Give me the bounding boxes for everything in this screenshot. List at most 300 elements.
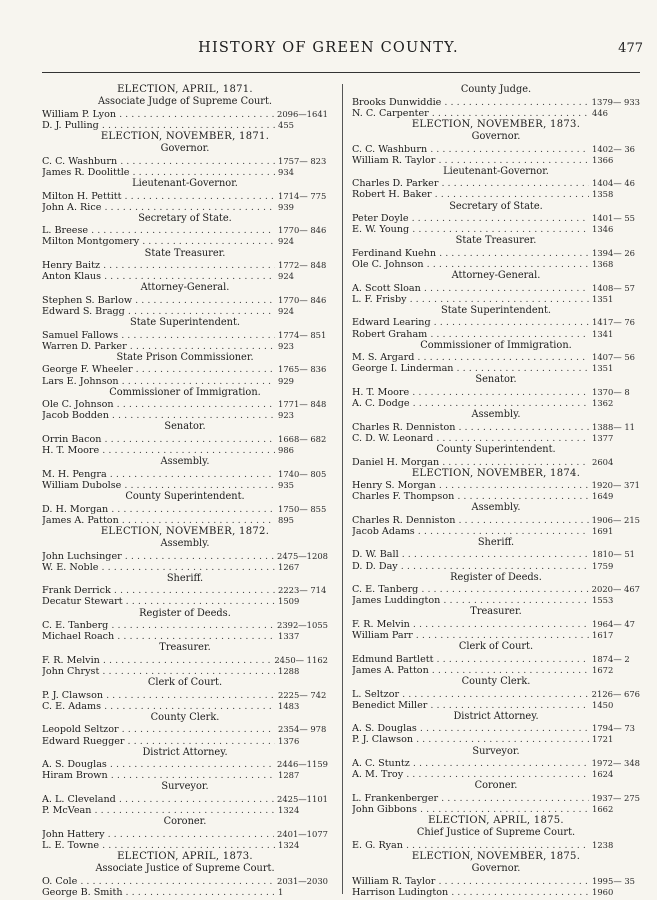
vote-count: 2450— 1162 (274, 654, 328, 665)
candidate-name: William Dubolse . . . (42, 480, 275, 491)
candidate-name: C. C. Washburn . . . (352, 144, 589, 155)
candidate-name: Brooks Dunwiddie . . . (352, 97, 589, 108)
header-rule (42, 72, 640, 73)
candidate-name: Edward Ruegger . . . (42, 736, 275, 747)
election-heading: ELECTION, NOVEMBER, 1874. (411, 467, 581, 479)
office-title: State Treasurer. (455, 235, 537, 247)
vote-count: 929 (278, 375, 294, 386)
candidate-name: A. S. Douglas . . . (352, 723, 589, 734)
candidate-row (352, 97, 640, 108)
candidate-name: Harrison Ludington . . . (352, 887, 589, 898)
candidate-name: L. Frankenberger . . . (352, 793, 589, 804)
office-title: Lieutenant-Governor. (132, 177, 238, 189)
vote-count: 1 (278, 886, 284, 897)
candidate-row (352, 213, 640, 224)
candidate-name: George I. Linderman . . . (352, 363, 589, 374)
vote-count: 1750— 855 (278, 503, 327, 514)
vote-count: 1324 (278, 805, 300, 816)
column-divider (342, 84, 343, 894)
candidate-name: E. G. Ryan . . . (352, 840, 589, 851)
office-title: Governor. (471, 863, 521, 875)
vote-count: 1370— 8 (592, 387, 630, 398)
candidate-row (352, 248, 640, 259)
candidate-name: A. C. Dodge . . . (352, 398, 589, 409)
candidate-name: Charles R. Denniston . . . (352, 515, 589, 526)
candidate-name: M. H. Pengra . . . (42, 469, 275, 480)
candidate-name: James A. Patton . . . (352, 665, 589, 676)
candidate-row (352, 700, 640, 711)
vote-count: 1765— 836 (278, 364, 327, 375)
vote-count: 2401—1077 (276, 828, 328, 839)
candidate-row (42, 666, 328, 677)
vote-count: 1509 (278, 596, 300, 607)
candidate-name: Robert H. Baker . . . (352, 189, 589, 200)
candidate-row (352, 619, 640, 630)
candidate-row (352, 665, 640, 676)
candidate-row (352, 887, 640, 898)
candidate-name: H. T. Moore . . . (42, 445, 275, 456)
candidate-row (42, 770, 328, 781)
candidate-row (352, 259, 640, 270)
office-title: District Attorney. (142, 746, 228, 758)
office-title: Register of Deeds. (139, 607, 231, 619)
candidate-row (352, 144, 640, 155)
candidate-row (42, 330, 328, 341)
candidate-name: John Hattery . . . (42, 829, 274, 840)
candidate-row (42, 829, 328, 840)
office-title: Coroner. (474, 780, 518, 792)
candidate-name: Stephen S. Barlow . . . (42, 295, 275, 306)
candidate-row (42, 620, 328, 631)
candidate-row (42, 736, 328, 747)
vote-count: 2096—1641 (276, 108, 328, 119)
candidate-name: Edmund Bartlett . . . (352, 654, 589, 665)
office-title: Secretary of State. (449, 200, 543, 212)
office-title: Chief Justice of Supreme Court. (416, 827, 576, 839)
vote-count: 1740— 805 (278, 468, 327, 479)
election-heading: ELECTION, NOVEMBER, 1872. (100, 525, 270, 537)
office-title: Sheriff. (166, 572, 204, 584)
office-title: State Treasurer. (144, 247, 226, 259)
vote-count: 1772— 848 (278, 260, 327, 271)
vote-count: 939 (278, 201, 294, 212)
vote-count: 1759 (592, 560, 614, 571)
vote-count: 1757— 823 (278, 155, 327, 166)
office-title: Surveyor. (472, 745, 520, 757)
candidate-row (42, 596, 328, 607)
vote-count: 1794— 73 (592, 723, 636, 734)
office-title: Surveyor. (161, 781, 209, 793)
candidate-row (352, 433, 640, 444)
candidate-name: Charles R. Denniston . . . (352, 422, 589, 433)
candidate-row (42, 655, 328, 666)
candidate-row (352, 224, 640, 235)
office-title: Clerk of Court. (147, 677, 223, 689)
candidate-row (42, 840, 328, 851)
candidate-row (352, 526, 640, 537)
vote-count: 1960 (592, 886, 614, 897)
office-title: Associate Judge of Supreme Court. (97, 96, 273, 108)
vote-count: 1649 (592, 490, 614, 501)
candidate-row (352, 178, 640, 189)
vote-count: 924 (278, 305, 294, 316)
office-title: Associate Justice of Supreme Court. (95, 863, 275, 875)
candidate-row (42, 469, 328, 480)
candidate-row (42, 202, 328, 213)
vote-count: 1366 (592, 154, 614, 165)
candidate-name: Milton H. Pettitt . . . (42, 191, 275, 202)
vote-count: 1672 (592, 664, 614, 675)
candidate-name: John Gibbons . . . (352, 804, 589, 815)
vote-count: 1714— 775 (278, 190, 327, 201)
vote-count: 2126— 676 (591, 688, 640, 699)
vote-count: 2604 (592, 456, 614, 467)
vote-count: 1341 (592, 328, 614, 339)
candidate-name: Jacob Bodden . . . (42, 410, 275, 421)
vote-count: 2354— 978 (278, 724, 327, 735)
vote-count: 1774— 851 (278, 329, 327, 340)
candidate-row (352, 769, 640, 780)
candidate-row (352, 283, 640, 294)
candidate-row (352, 329, 640, 340)
right-column (352, 84, 640, 898)
vote-count: 1407— 56 (592, 352, 636, 363)
candidate-name: Ole C. Johnson . . . (42, 399, 275, 410)
candidate-row (42, 341, 328, 352)
candidate-row (352, 793, 640, 804)
office-title: County Judge. (460, 84, 532, 95)
candidate-name: Edward Learing . . . (352, 317, 589, 328)
election-heading: ELECTION, APRIL, 1871. (117, 84, 253, 95)
candidate-name: Warren D. Parker . . . (42, 341, 275, 352)
office-title: Sheriff. (477, 536, 515, 548)
office-title: Secretary of State. (138, 212, 232, 224)
vote-count: 1972— 348 (591, 758, 640, 769)
candidate-name: John Chryst . . . (42, 666, 275, 677)
candidate-row (42, 504, 328, 515)
vote-count: 1417— 76 (592, 317, 636, 328)
candidate-name: D. J. Pulling . . . (42, 120, 275, 131)
office-title: Attorney-General. (140, 282, 230, 294)
candidate-name: Daniel H. Morgan . . . (352, 457, 589, 468)
candidate-row (42, 551, 328, 562)
vote-count: 895 (278, 514, 294, 525)
election-heading: ELECTION, NOVEMBER, 1871. (100, 130, 270, 142)
candidate-name: L. F. Frisby . . . (352, 294, 589, 305)
office-title: Treasurer. (470, 606, 522, 618)
candidate-name: O. Cole . . . (42, 876, 274, 887)
candidate-row (352, 758, 640, 769)
vote-count: 1346 (592, 224, 614, 235)
candidate-row (42, 376, 328, 387)
candidate-name: Lars E. Johnson . . . (42, 376, 275, 387)
election-heading: ELECTION, APRIL, 1873. (117, 850, 253, 862)
candidate-row (42, 631, 328, 642)
candidate-name: Henry Baitz . . . (42, 260, 275, 271)
vote-count: 923 (278, 410, 294, 421)
candidate-name: L. E. Towne . . . (42, 840, 275, 851)
candidate-row (42, 295, 328, 306)
office-title: Register of Deeds. (450, 571, 542, 583)
candidate-name: Samuel Fallows . . . (42, 330, 275, 341)
office-title: Lieutenant-Governor. (443, 165, 549, 177)
candidate-name: Edward S. Bragg . . . (42, 306, 275, 317)
vote-count: 2225— 742 (278, 689, 327, 700)
candidate-name: William P. Lyon . . . (42, 109, 274, 120)
vote-count: 924 (278, 271, 294, 282)
candidate-name: C. E. Adams . . . (42, 701, 275, 712)
candidate-name: P. McVean . . . (42, 805, 275, 816)
candidate-name: George B. Smith . . . (42, 887, 275, 898)
candidate-row (42, 364, 328, 375)
office-title: County Superintendent. (436, 444, 556, 455)
candidate-row (42, 805, 328, 816)
office-title: Governor. (160, 143, 210, 155)
candidate-name: Anton Klaus . . . (42, 271, 275, 282)
office-title: State Prison Commissioner. (116, 351, 254, 363)
candidate-name: William Parr . . . (352, 630, 589, 641)
candidate-name: Hiram Brown . . . (42, 770, 275, 781)
vote-count: 1721 (592, 734, 614, 745)
candidate-name: Milton Montgomery . . . (42, 236, 275, 247)
candidate-row (352, 363, 640, 374)
candidate-name: Leopold Seltzor . . . (42, 724, 275, 735)
candidate-name: Jacob Adams . . . (352, 526, 589, 537)
office-title: Commissioner of Immigration. (420, 339, 572, 351)
candidate-row (42, 410, 328, 421)
candidate-row (42, 236, 328, 247)
candidate-name: W. E. Noble . . . (42, 562, 275, 573)
vote-count: 2392—1055 (276, 620, 328, 631)
vote-count: 1770— 846 (278, 294, 327, 305)
office-title: Assembly. (160, 537, 210, 549)
vote-count: 935 (278, 479, 294, 490)
vote-count: 1267 (278, 561, 300, 572)
vote-count: 1324 (278, 839, 300, 850)
vote-count: 1668— 682 (278, 434, 327, 444)
vote-count: 2031—2030 (276, 875, 328, 886)
candidate-row (352, 584, 640, 595)
vote-count: 1483 (278, 700, 300, 711)
candidate-row (352, 549, 640, 560)
vote-count: 2020— 467 (591, 584, 640, 595)
candidate-name: Benedict Miller . . . (352, 700, 589, 711)
candidate-row (42, 876, 328, 887)
vote-count: 1770— 846 (278, 225, 327, 236)
page-title: HISTORY OF GREEN COUNTY. (198, 40, 459, 56)
candidate-row (352, 723, 640, 734)
vote-count: 1450 (592, 699, 614, 710)
candidate-name: H. T. Moore . . . (352, 387, 589, 398)
vote-count: 1553 (592, 595, 614, 606)
candidate-name: Orrin Bacon . . . (42, 434, 275, 445)
office-title: Governor. (471, 130, 521, 142)
candidate-name: M. S. Argard . . . (352, 352, 589, 363)
office-title: Treasurer. (159, 642, 211, 654)
vote-count: 1617 (592, 630, 614, 641)
candidate-row (42, 167, 328, 178)
candidate-row (352, 734, 640, 745)
candidate-row (42, 434, 328, 445)
candidate-name: F. R. Melvin . . . (352, 619, 589, 630)
candidate-name: Charles F. Thompson . . . (352, 491, 589, 502)
vote-count: 1394— 26 (592, 247, 636, 258)
candidate-row (352, 480, 640, 491)
office-title: Assembly. (471, 409, 521, 421)
vote-count: 455 (278, 119, 294, 130)
candidate-name: William R. Taylor . . . (352, 155, 589, 166)
vote-count: 1337 (278, 631, 300, 642)
vote-count: 1408— 57 (592, 282, 636, 293)
candidate-name: L. Seltzor . . . (352, 689, 589, 700)
vote-count: 1810— 51 (592, 549, 636, 560)
office-title: County Clerk. (150, 711, 220, 723)
office-title: District Attorney. (453, 710, 539, 722)
candidate-row (42, 701, 328, 712)
candidate-row (42, 445, 328, 456)
candidate-name: James A. Patton . . . (42, 515, 275, 526)
vote-count: 1362 (592, 398, 614, 409)
candidate-name: Peter Doyle . . . (352, 213, 589, 224)
candidate-row (352, 595, 640, 606)
vote-count: 1388— 11 (592, 421, 636, 432)
candidate-row (42, 794, 328, 805)
candidate-row (352, 515, 640, 526)
candidate-row (42, 724, 328, 735)
candidate-row (42, 887, 328, 898)
vote-count: 1376 (278, 735, 300, 746)
vote-count: 2475—1208 (276, 550, 328, 561)
candidate-row (42, 306, 328, 317)
vote-count: 1401— 55 (592, 213, 636, 224)
vote-count: 986 (278, 445, 294, 456)
candidate-name: A. S. Douglas . . . (42, 759, 274, 770)
office-title: Senator. (475, 374, 517, 386)
office-title: Assembly. (471, 502, 521, 514)
election-heading: ELECTION, APRIL, 1875. (428, 815, 564, 827)
candidate-row (352, 491, 640, 502)
vote-count: 1937— 275 (591, 792, 640, 803)
candidate-row (352, 876, 640, 887)
candidate-row (42, 120, 328, 131)
candidate-row (352, 398, 640, 409)
candidate-row (42, 562, 328, 573)
candidate-row (42, 225, 328, 236)
office-title: State Superintendent. (440, 304, 552, 316)
candidate-name: P. J. Clawson . . . (352, 734, 589, 745)
candidate-name: A. L. Cleveland . . . (42, 794, 274, 805)
candidate-name: E. W. Young . . . (352, 224, 589, 235)
candidate-name: C. E. Tanberg . . . (42, 620, 274, 631)
vote-count: 1287 (278, 770, 300, 781)
vote-count: 1288 (278, 665, 300, 676)
office-title: County Clerk. (461, 675, 531, 687)
vote-count: 2425—1101 (276, 794, 328, 804)
candidate-row (42, 109, 328, 120)
vote-count: 1358 (592, 189, 614, 200)
candidate-name: D. W. Ball . . . (352, 549, 589, 560)
candidate-name: A. Scott Sloan . . . (352, 283, 589, 294)
candidate-name: N. C. Carpenter . . . (352, 108, 589, 119)
candidate-name: James Luddington . . . (352, 595, 589, 606)
candidate-name: John A. Rice . . . (42, 202, 275, 213)
vote-count: 2446—1159 (276, 759, 328, 770)
candidate-row (352, 422, 640, 433)
candidate-row (352, 630, 640, 641)
candidate-row (42, 191, 328, 202)
candidate-name: Ole C. Johnson . . . (352, 259, 589, 270)
candidate-name: Charles D. Parker . . . (352, 178, 589, 189)
candidate-name: John Luchsinger . . . (42, 551, 274, 562)
candidate-row (42, 480, 328, 491)
candidate-row (352, 294, 640, 305)
vote-count: 1351 (592, 363, 614, 374)
candidate-name: Robert Graham . . . (352, 329, 589, 340)
vote-count: 2223— 714 (278, 585, 327, 596)
candidate-row (42, 399, 328, 410)
candidate-row (352, 387, 640, 398)
office-title: Coroner. (163, 816, 207, 828)
candidate-row (42, 690, 328, 701)
candidate-name: Frank Derrick . . . (42, 585, 275, 596)
candidate-row (42, 260, 328, 271)
vote-count: 1379— 933 (591, 96, 640, 107)
candidate-row (352, 804, 640, 815)
election-heading: ELECTION, NOVEMBER, 1873. (411, 118, 581, 130)
candidate-row (352, 654, 640, 665)
candidate-name: Decatur Stewart . . . (42, 596, 275, 607)
candidate-row (352, 352, 640, 363)
candidate-name: Henry S. Morgan . . . (352, 480, 589, 491)
candidate-name: C. D. W. Leonard . . . (352, 433, 589, 444)
vote-count: 1402— 36 (592, 143, 636, 154)
candidate-name: C. C. Washburn . . . (42, 156, 275, 167)
office-title: Attorney-General. (451, 270, 541, 282)
office-title: Commissioner of Immigration. (109, 386, 261, 398)
vote-count: 1662 (592, 804, 614, 814)
candidate-name: D. D. Day . . . (352, 561, 589, 572)
candidate-name: C. E. Tanberg . . . (352, 584, 589, 595)
vote-count: 1238 (592, 839, 614, 850)
vote-count: 1995— 35 (592, 875, 636, 886)
candidate-name: George F. Wheeler . . . (42, 364, 275, 375)
candidate-row (352, 317, 640, 328)
candidate-name: Ferdinand Kuehn . . . (352, 248, 589, 259)
office-title: Clerk of Court. (458, 641, 534, 653)
candidate-name: L. Breese . . . (42, 225, 275, 236)
vote-count: 1691 (592, 525, 614, 536)
left-column (42, 84, 328, 898)
vote-count: 1368 (592, 259, 614, 269)
vote-count: 1874— 2 (592, 653, 630, 664)
vote-count: 1906— 215 (591, 514, 640, 525)
vote-count: 1404— 46 (592, 178, 636, 189)
vote-count: 1771— 848 (278, 399, 327, 410)
office-title: State Superintendent. (129, 317, 241, 329)
office-title: Senator. (164, 421, 206, 433)
candidate-row (42, 271, 328, 282)
candidate-row (352, 689, 640, 700)
candidate-row (352, 457, 640, 468)
candidate-row (352, 561, 640, 572)
candidate-row (352, 155, 640, 166)
candidate-name: D. H. Morgan . . . (42, 504, 275, 515)
vote-count: 1351 (592, 293, 614, 304)
vote-count: 1920— 371 (591, 479, 640, 490)
candidate-row (42, 515, 328, 526)
candidate-row (352, 840, 640, 851)
vote-count: 923 (278, 340, 294, 351)
